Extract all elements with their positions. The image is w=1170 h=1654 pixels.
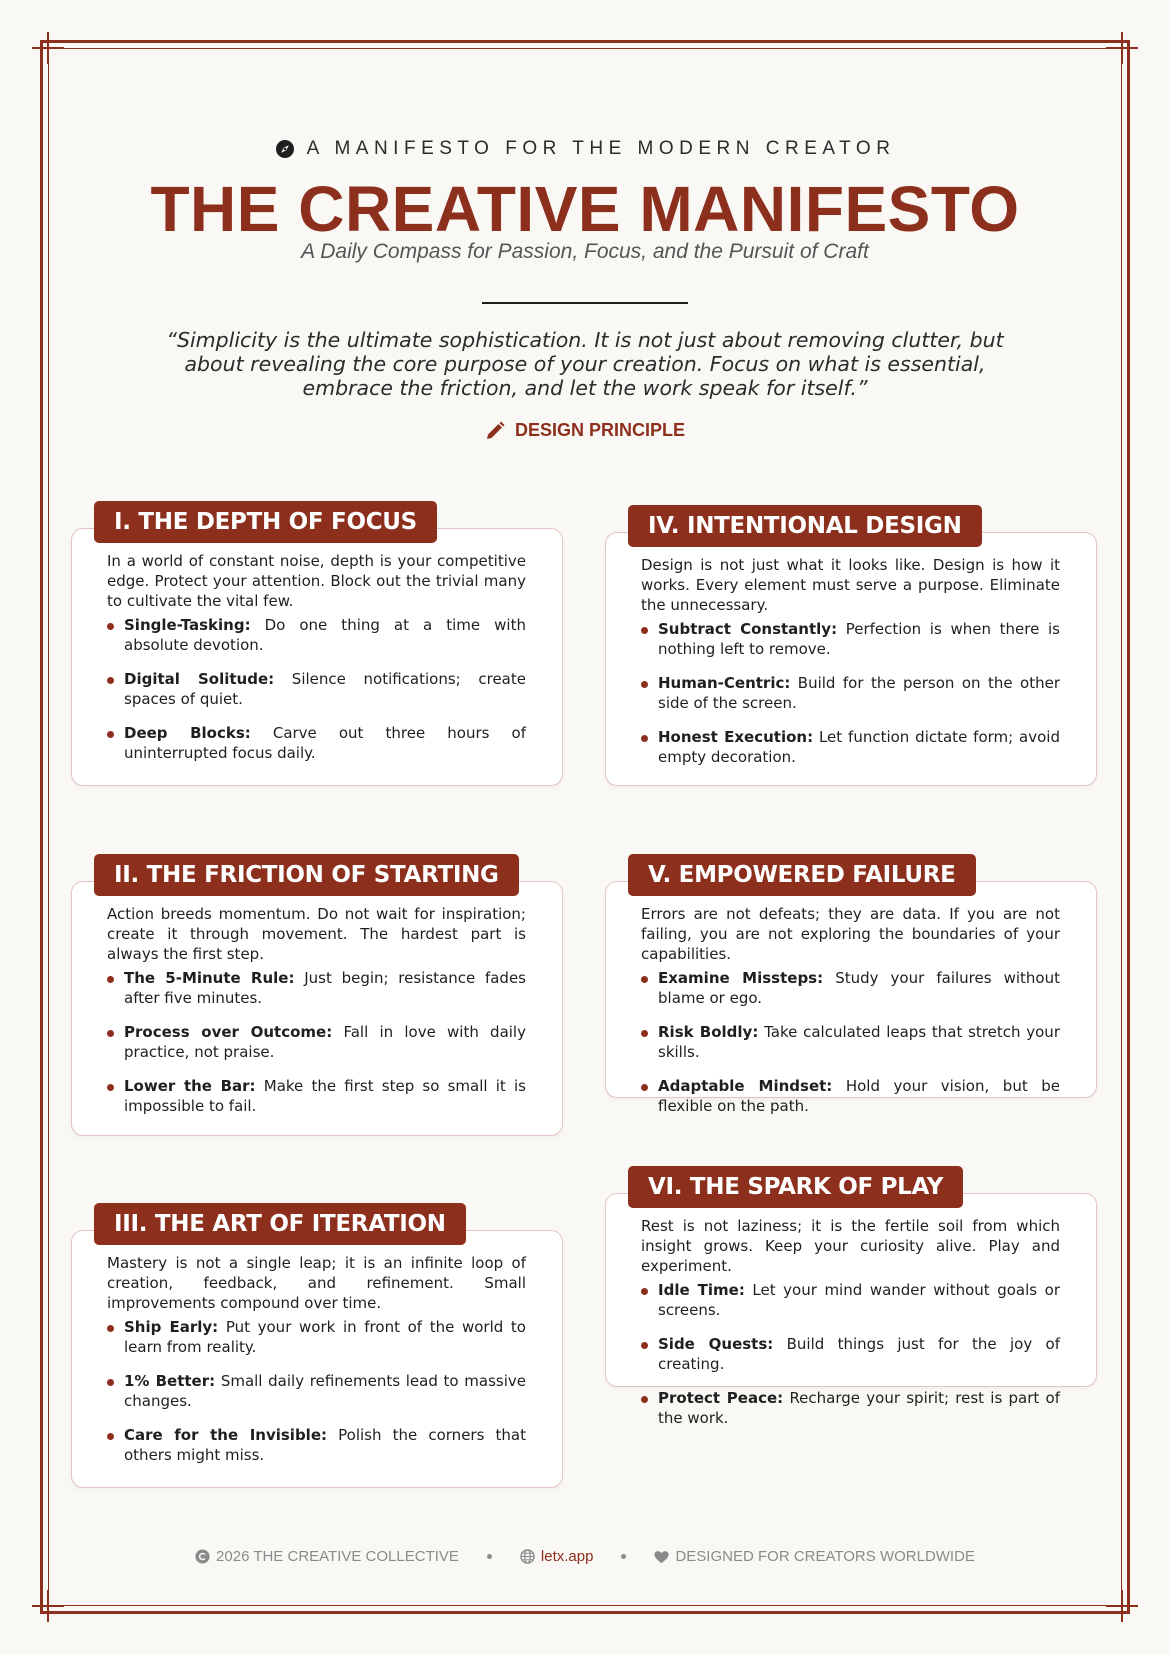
corner-ornament <box>32 1590 64 1622</box>
section-intro: Mastery is not a single leap; it is an infinite loop of creation, feedback, and refinement. Small improvements compound over time. <box>107 1254 526 1312</box>
list-item <box>107 968 526 1008</box>
item-label: Adaptable Mindset: <box>658 1077 833 1095</box>
corner-ornament <box>32 32 64 64</box>
section-card <box>605 862 1097 1115</box>
item-text: Put your work in front of the world to learn from reality. <box>124 1318 526 1356</box>
list-item <box>107 1371 526 1411</box>
item-label: Process over Outcome: <box>124 1023 333 1041</box>
item-text: Just begin; resistance fades after five minutes. <box>124 969 526 1007</box>
copyright-text: 2026 THE CREATIVE COLLECTIVE <box>216 1548 459 1565</box>
section-title: II. THE FRICTION OF STARTING <box>94 854 519 896</box>
quote-text: “Simplicity is the ultimate sophistication. It is not just about removing clutter, but about revealing the core purpose of your creation. Focus on what is essential, embrace the friction, and let the work speak for itself.” <box>166 328 1004 400</box>
section-intro: Design is not just what it looks like. Design is how it works. Every element must serve a purpose. Eliminate the unnecessary. <box>641 556 1060 614</box>
item-label: Subtract Constantly: <box>658 620 838 638</box>
item-text: Do one thing at a time with absolute devotion. <box>124 616 526 654</box>
list-item <box>107 723 526 763</box>
item-label: 1% Better: <box>124 1372 216 1390</box>
item-text: Build for the person on the other side of the screen. <box>658 674 1060 712</box>
kicker-text: A MANIFESTO FOR THE MODERN CREATOR <box>306 138 896 159</box>
item-label: Deep Blocks: <box>124 724 251 742</box>
item-text: Let function dictate form; avoid empty decoration. <box>658 728 1060 766</box>
heart-icon <box>654 1550 669 1564</box>
item-label: Ship Early: <box>124 1318 219 1336</box>
item-text: Recharge your spirit; rest is part of the work. <box>658 1389 1060 1427</box>
footer-tagline <box>654 1548 974 1565</box>
section-title: V. EMPOWERED FAILURE <box>628 854 976 896</box>
list-item <box>107 1317 526 1357</box>
section-card <box>605 513 1097 786</box>
item-label: Digital Solitude: <box>124 670 275 688</box>
compass-icon <box>275 139 295 159</box>
section-card <box>71 862 563 1136</box>
list-item <box>641 1388 1060 1428</box>
section-title: VI. THE SPARK OF PLAY <box>628 1166 963 1208</box>
item-text: Hold your vision, but be flexible on the path. <box>658 1077 1060 1115</box>
item-label: Human-Centric: <box>658 674 791 692</box>
list-item <box>641 727 1060 767</box>
footer-copyright <box>195 1548 459 1565</box>
tagline-text: DESIGNED FOR CREATORS WORLDWIDE <box>675 1548 975 1565</box>
item-label: Single-Tasking: <box>124 616 251 634</box>
list-item <box>641 1334 1060 1374</box>
section-intro: Errors are not defeats; they are data. If you are not failing, you are not exploring the boundaries of your capabilities. <box>641 905 1060 963</box>
list-item <box>641 1280 1060 1320</box>
list-item <box>107 1076 526 1116</box>
item-label: Idle Time: <box>658 1281 745 1299</box>
item-text: Build things just for the joy of creating. <box>658 1335 1060 1373</box>
list-item <box>107 615 526 655</box>
item-text: Make the first step so small it is impossible to fail. <box>124 1077 526 1115</box>
list-item <box>107 1425 526 1465</box>
item-text: Study your failures without blame or ego. <box>658 969 1060 1007</box>
kicker <box>0 138 1170 160</box>
globe-icon <box>520 1549 535 1564</box>
section-title: III. THE ART OF ITERATION <box>94 1203 466 1245</box>
corner-ornament <box>1106 1590 1138 1622</box>
list-item <box>641 968 1060 1008</box>
section-card <box>71 509 563 786</box>
footer-link[interactable]: letx.app <box>540 1548 594 1565</box>
section-intro: Rest is not laziness; it is the fertile soil from which insight grows. Keep your curiosity alive. Play and experiment. <box>641 1217 1060 1275</box>
item-label: Side Quests: <box>658 1335 774 1353</box>
footer-separator <box>487 1554 492 1559</box>
item-text: Fall in love with daily practice, not praise. <box>124 1023 526 1061</box>
divider <box>482 302 688 304</box>
item-label: Lower the Bar: <box>124 1077 256 1095</box>
attribution-text: DESIGN PRINCIPLE <box>514 420 686 440</box>
item-label: Risk Boldly: <box>658 1023 759 1041</box>
section-title: IV. INTENTIONAL DESIGN <box>628 505 982 547</box>
quote-attribution <box>0 420 1170 441</box>
item-text: Polish the corners that others might miss. <box>124 1426 526 1464</box>
page-title: THE CREATIVE MANIFESTO <box>150 173 1020 245</box>
list-item <box>641 673 1060 713</box>
item-label: Examine Missteps: <box>658 969 824 987</box>
section-intro: Action breeds momentum. Do not wait for inspiration; create it through movement. The hardest part is always the first step. <box>107 905 526 963</box>
item-label: Protect Peace: <box>658 1389 784 1407</box>
footer-separator <box>621 1554 626 1559</box>
section-title: I. THE DEPTH OF FOCUS <box>94 501 437 543</box>
item-text: Silence notifications; create spaces of quiet. <box>124 670 526 708</box>
corner-ornament <box>1106 32 1138 64</box>
item-text: Perfection is when there is nothing left to remove. <box>658 620 1060 658</box>
footer-link-group <box>520 1548 594 1565</box>
item-label: Honest Execution: <box>658 728 814 746</box>
item-text: Let your mind wander without goals or screens. <box>658 1281 1060 1319</box>
list-item <box>641 619 1060 659</box>
section-intro: In a world of constant noise, depth is your competitive edge. Protect your attention. Block out the trivial many to cultivate the vital few. <box>107 552 526 610</box>
footer <box>0 1548 1170 1565</box>
item-label: Care for the Invisible: <box>124 1426 327 1444</box>
pencil-icon <box>485 421 505 441</box>
list-item <box>641 1076 1060 1116</box>
page-subtitle: A Daily Compass for Passion, Focus, and the Pursuit of Craft <box>301 240 869 263</box>
list-item <box>107 1022 526 1062</box>
item-text: Small daily refinements lead to massive changes. <box>124 1372 526 1410</box>
copyright-icon <box>195 1549 210 1564</box>
item-text: Carve out three hours of uninterrupted focus daily. <box>124 724 526 762</box>
list-item <box>107 669 526 709</box>
section-card <box>605 1174 1097 1427</box>
item-text: Take calculated leaps that stretch your skills. <box>658 1023 1060 1061</box>
list-item <box>641 1022 1060 1062</box>
item-label: The 5-Minute Rule: <box>124 969 295 987</box>
section-card <box>71 1211 563 1488</box>
